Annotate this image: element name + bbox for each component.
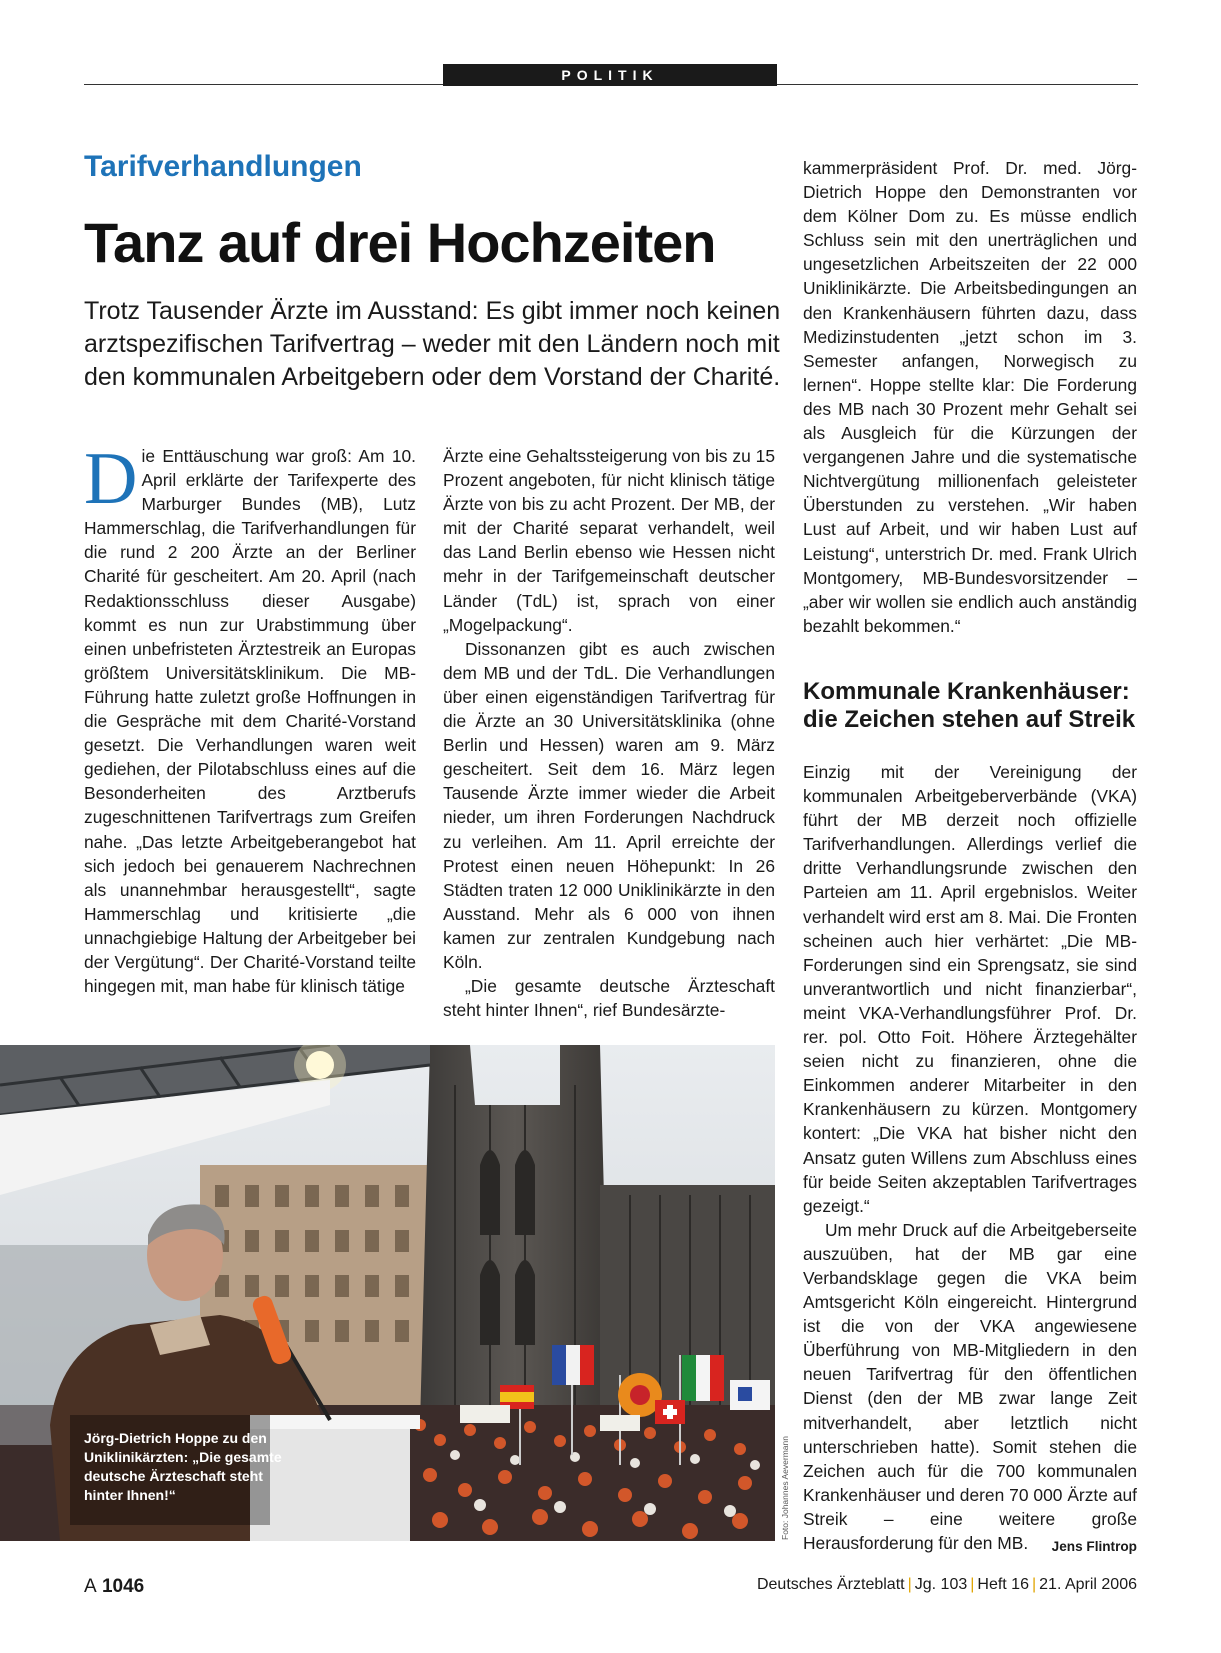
separator: | — [907, 1576, 912, 1593]
photo-caption: Jörg-Dietrich Hoppe zu den Uniklinikärzten: „Die gesamte deutsche Ärzteschaft steht hinter Ihnen!“ — [84, 1430, 282, 1503]
section-label: POLITIK — [443, 64, 777, 86]
text-column-1 — [84, 444, 416, 1024]
article-title: Tanz auf drei Hochzeiten — [84, 211, 716, 274]
photo-credit: Foto: Johannes Aevermann — [780, 1436, 790, 1540]
text-column-3-bottom — [803, 760, 1137, 1560]
page-number — [84, 1576, 144, 1598]
paragraph — [803, 1218, 1137, 1555]
article-subhead: Kommunale Krankenhäuser: die Zeichen stehen auf Streik — [803, 678, 1136, 733]
separator: | — [1031, 1576, 1037, 1593]
drop-cap: D — [84, 444, 138, 520]
paragraph-text: Um mehr Druck auf die Arbeitgeberseite auszuüben, hat der MB gar eine Verbandsklage gegen die VKA beim Amtsgericht Köln eingereicht. Hintergrund ist die von der VKA angewiesene Überführung von MB-Mitgliedern in den neuen Tarifvertrag für den öffentlichen Dienst (den der MB zwar lange Zeit mitverhandelt, aber letztlich nicht unterschrieben hatte). Somit stehen die Zeichen auch für die 700 kommunalen Krankenhäuser und deren 70 000 Ärzte auf Streik – eine weitere große Herausforderung für den MB. — [803, 1219, 1137, 1553]
paragraph: Einzig mit der Vereinigung der kommunalen Arbeitgeberverbände (VKA) führt der MB derzeit noch offizielle Tarifverhandlungen. Allerdings verlief die dritte Verhandlungsrunde zwischen den Parteien am 11. April ergebnislos. Weiter verhandelt wird erst am 8. Mai. Die Fronten scheinen auch hier verhärtet: „Die MB-Forderungen sind ein Sprengsatz, sie sind unverantwortlich und nicht finanzierbar“, meint VKA-Verhandlungsführer Prof. Dr. rer. pol. Otto Foit. Höhere Ärztegehälter seien nicht zu finanzieren, ohne die Einkommen anderer Mitarbeiter in den Krankenhäusern zu kürzen. Montgomery kontert: „Die VKA hat bisher nicht den Ansatz guten Willens zum Abschluss eines für beide Seiten akzeptablen Tarifvertrages gezeigt.“ — [803, 762, 1137, 1216]
page-number-value: 1046 — [101, 1576, 145, 1597]
journal-volume: Jg. 103 — [914, 1576, 968, 1593]
author-byline: Jens Flintrop — [1051, 1539, 1137, 1554]
text-column-3-top — [803, 156, 1137, 646]
paragraph: „Die gesamte deutsche Ärzteschaft steht hinter Ihnen“, rief Bundesärzte- — [443, 976, 775, 1021]
journal-name: Deutsches Ärzteblatt — [756, 1576, 905, 1593]
paragraph: Dissonanzen gibt es auch zwischen dem MB und der TdL. Die Verhandlungen über einen eigenständigen Tarifvertrag für die Ärzte an 30 Universitätsklinika (ohne Berlin und Hessen) waren am 9. März gescheitert. Seit dem 16. März legen Tausende Ärzte immer wieder die Arbeit nieder, um ihren Forderungen Nachdruck zu verleihen. Am 11. April erreichte der Protest einen neuen Höhepunkt: In 26 Städten traten 12 000 Uniklinikärzte in den Ausstand. Mehr als 6 000 von ihnen kamen zur zentralen Kundgebung nach Köln. — [443, 638, 775, 972]
paragraph: Ärzte eine Gehaltssteigerung von bis zu 15 Prozent angeboten, für nicht klinisch tätige Ärzte von bis zu acht Prozent. Der MB, der mit der Charité separat verhandelt, weil das Land Berlin ebenso wie Hessen nicht mehr in der Tarifgemeinschaft deutscher Länder (TdL) ist, sprach von einer „Mogelpackung“. — [443, 446, 775, 635]
journal-citation — [757, 1576, 1137, 1594]
text-column-2 — [443, 444, 775, 1024]
paragraph: kammerpräsident Prof. Dr. med. Jörg-Dietrich Hoppe den Demonstranten vor dem Kölner Dom zu. Es müsse endlich Schluss sein mit den unerträglichen und ungesetzlichen Arbeitszeiten der 22 000 Uniklinikärzte. Die Arbeitsbedingungen an den Krankenhäusern führten dazu, dass Medizinstudenten „jetzt schon im 3. Semester anfangen, Norwegisch zu lernen“. Hoppe stellte klar: Die Forderung des MB nach 30 Prozent mehr Gehalt sei als Ausgleich für die Kürzungen der vergangenen Jahre und die systematische Nichtvergütung millionenfach geleisteter Überstunden zu verstehen. „Wir haben Lust auf Arbeit, und wir haben Lust auf Leistung“, unterstrich Dr. med. Frank Ulrich Montgomery, MB-Bundesvorsitzender – „aber wir wollen sie endlich auch anständig bezahlt bekommen.“ — [803, 158, 1137, 636]
page-prefix: A — [84, 1576, 97, 1597]
article-kicker: Tarifverhandlungen — [84, 150, 362, 183]
journal-issue: Heft 16 — [977, 1576, 1029, 1593]
article-lead: Trotz Tausender Ärzte im Ausstand: Es gibt immer noch keinen arztspezifischen Tarifvertrag – weder mit den Ländern noch mit den kommunalen Arbeitgebern oder dem Vorstand der Charité. — [84, 297, 781, 391]
journal-date: 21. April 2006 — [1039, 1576, 1137, 1593]
paragraph: ie Enttäuschung war groß: Am 10. April erklärte der Tarifexperte des Marburger Bundes (MB), Lutz Hammerschlag, die Tarifverhandlungen für die rund 2 200 Ärzte an der Berliner Charité für gescheitert. Am 20. April (nach Redaktionsschluss dieser Ausgabe) kommt es nun zur Urabstimmung über einen unbefristeten Ärztestreik an Europas größtem Universitätsklinikum. Die MB-Führung hatte zuletzt große Hoffnungen in die Gespräche mit dem Charité-Vorstand gesetzt. Die Verhandlungen waren weit gediehen, der Pilotabschluss eines auf die Besonderheiten des Arztberufs zugeschnittenen Tarifvertrags zum Greifen nahe. „Das letzte Arbeitgeberangebot hat sich jedoch bei genauerem Nachrechnen als unannehmbar herausgestellt“, sagte Hammerschlag und kritisierte „die unnachgiebige Haltung der Arbeitgeber bei der Vergütung“. Der Charité-Vorstand teilte hingegen mit, man habe für klinisch tätige — [84, 446, 416, 997]
separator: | — [970, 1576, 975, 1593]
